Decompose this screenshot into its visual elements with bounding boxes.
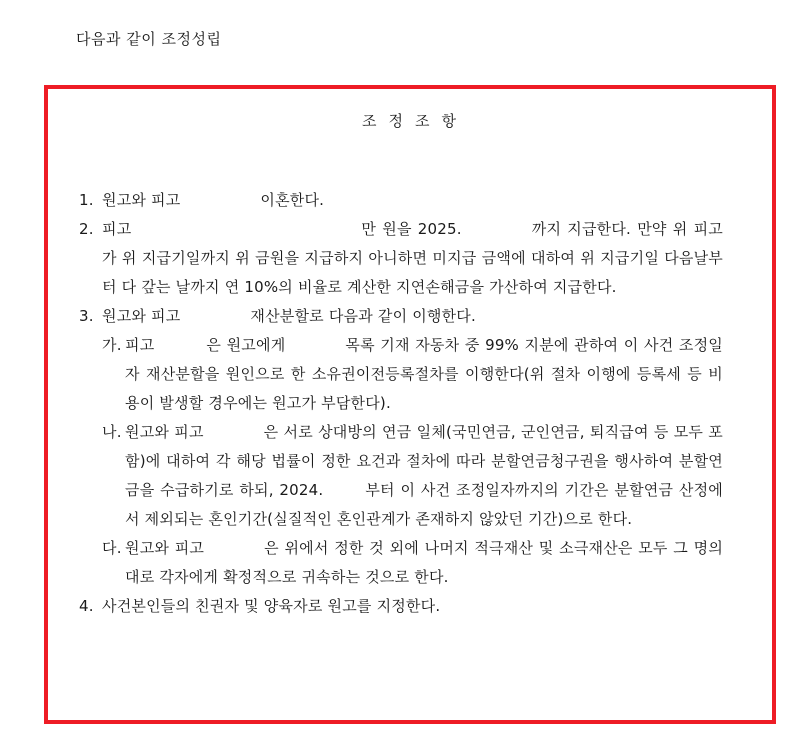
term-text: 피고 [102,220,132,238]
term-text: 목록 기재 자동차 중 99% 지분에 관하여 이 사건 조정일자 재산분할을 원인으로 한 소유권이전등록절차를 이행한다(위 절차 이행에 등록세 등 비용이 발생할 경우에는 원고가 부담한다). [125,336,723,412]
term-item-1 [79,186,723,215]
term-number: 가. [102,336,122,354]
term-number: 다. [102,539,122,557]
term-text: 재산분할로 다음과 같이 이행한다. [250,307,476,325]
term-number: 나. [102,423,122,441]
term-item-3-na [79,418,723,534]
intro-text: 다음과 같이 조정성립 [76,30,222,48]
term-number: 1. [79,191,94,209]
terms-body [79,186,723,621]
term-item-3-ga [79,331,723,418]
term-text: 만 원을 2025. [361,220,462,238]
term-text: 부터 이 사건 조정일자까지의 기간은 분할연금 산정에서 제외되는 혼인기간(실질적인 혼인관계가 존재하지 않았던 기간)으로 한다. [125,481,723,528]
term-text: 은 위에서 정한 것 외에 나머지 적극재산 및 소극재산은 모두 그 명의대로 각자에게 확정적으로 귀속하는 것으로 한다. [125,539,724,586]
term-text: 까지 지급한다. 만약 위 피고가 위 지급기일까지 위 금원을 지급하지 아니하면 미지급 금액에 대하여 위 지급기일 다음날부터 다 갚는 날까지 연 10%의 비율로 계산한 지연손해금을 가산하여 지급한다. [102,220,723,296]
term-item-4 [79,592,723,621]
term-text: 원고와 피고 [102,191,181,209]
term-item-3-da [79,534,723,592]
term-text: 원고와 피고 [125,423,204,441]
term-number: 4. [79,597,94,615]
settlement-terms-box [44,85,776,724]
term-number: 2. [79,220,94,238]
term-text: 원고와 피고 [125,539,205,557]
term-number: 3. [79,307,94,325]
term-text: 피고 [125,336,155,354]
term-text: 사건본인들의 친권자 및 양육자로 원고를 지정한다. [102,597,441,615]
term-item-3 [79,302,723,331]
term-text: 원고와 피고 [102,307,181,325]
term-item-2 [79,215,723,302]
term-text: 은 원고에게 [206,336,286,354]
term-text: 은 서로 상대방의 연금 일체(국민연금, 군인연금, 퇴직급여 등 모두 포함)에 대하여 각 해당 법률이 정한 요건과 절차에 따라 분할연금청구권을 행사하여 분할연금을 수급하기로 하되, 2024. [125,423,724,499]
term-text: 이혼한다. [260,191,325,209]
terms-heading: 조정조항 [362,112,468,130]
